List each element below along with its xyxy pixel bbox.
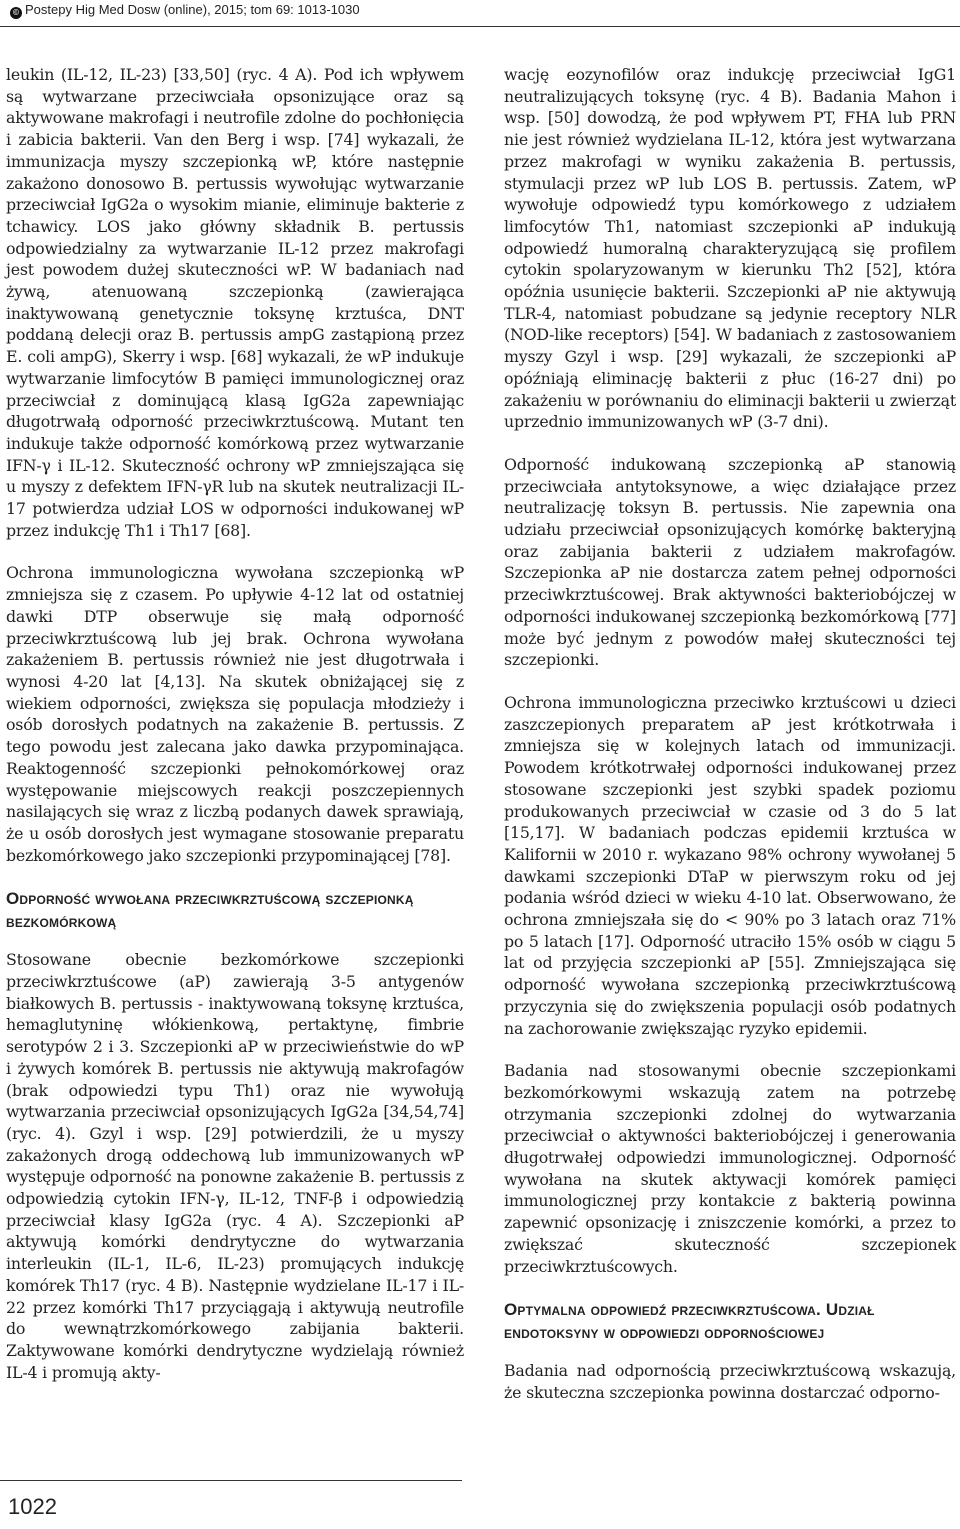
paragraph: Badania nad odpornością przeciwkrztuścową wskazują, że skuteczna szczepionka powinna dostarczać odporno- xyxy=(504,1361,956,1402)
paragraph: Badania nad stosowanymi obecnie szczepionkami bezkomórkowymi wskazują zatem na potrzebę otrzymania szczepionki zdolnej do wytwarzania przeciwciał o aktywności bakteriobójczej i generowania długotrwałej odpowiedzi immunologicznej. Odporność wywołana na skutek aktywacji komórek pamięci immunologicznej przy kontakcie z bakterią powinna zapewnić opsonizację i zniszczenie komórki, a przez to zwiększać skuteczność szczepionek przeciwkrztuścowych. xyxy=(504,1061,956,1276)
page-number: 1022 xyxy=(8,1494,57,1519)
running-head xyxy=(10,2,950,19)
left-column xyxy=(6,64,464,1404)
paragraph: wację eozynofilów oraz indukcję przeciwciał IgG1 neutralizujących toksynę (ryc. 4 B). Badania Mahon i wsp. [50] dowodzą, że pod wpływem PT, FHA lub PRN nie jest również wydzielana IL-12, która jest wytwarzana przez makrofagi w wyniku zakażenia B. pertussis, stymulacji przez wP lub LOS B. pertussis. Zatem, wP wywołuje odpowiedź typu komórkowego z udziałem limfocytów Th1, natomiast szczepionki aP indukują odpowiedź humoralną charakteryzującą się profilem cytokin spolaryzowanym w kierunku Th2 [52], która opóźnia usunięcie bakterii. Szczepionki aP nie aktywują TLR-4, natomiast pobudzane są jedynie receptory NLR (NOD-like receptors) [54]. W badaniach z zastosowaniem myszy Gzyl i wsp. [29] wykazali, że szczepionki aP opóźniają eliminację bakterii z płuc (16-27 dni) po zakażeniu w porównaniu do eliminacji bakterii u zwierząt uprzednio immunizowanych wP (3-7 dni). xyxy=(504,65,956,432)
paragraph: Odporność indukowaną szczepionką aP stanowią przeciwciała antytoksynowe, a więc działające przez neutralizację toksyn B. pertussis. Nie zapewnia ona udziału przeciwciał opsonizujących komórkę bakteryjną oraz zabijania bakterii z udziałem makrofagów. Szczepionka aP nie dostarcza zatem pełnej odporności przeciwkrztuścowej. Brak aktywności bakteriobójczej w odporności indukowanej szczepionką bezkomórkową [77] może być jednym z powodów małej skuteczności tej szczepionki. xyxy=(504,454,956,670)
right-column xyxy=(504,64,956,1425)
paragraph: Ochrona immunologiczna przeciwko krztuścowi u dzieci zaszczepionych preparatem aP jest krótkotrwała i zmniejsza się w kolejnych latach od immunizacji. Powodem krótkotrwałej odporności indukowanej przez stosowane szczepionki jest szybki spadek poziomu produkowanych przeciwciał w czasie od 3 do 5 lat [15,17]. W badaniach podczas epidemii krztuśca w Kalifornii w 2010 r. wykazano 98% ochrony wywołanej 5 dawkami szczepionki DTaP w pierwszym roku od jej podania wśród dzieci w wieku 4-10 lat. Obserwowano, że ochrona zmniejszała się do < 90% po 3 latach oraz 71% po 5 latach [17]. Odporność utraciło 15% osób w ciągu 5 lat od przyjęcia szczepionki aP [55]. Zmniejszająca się odporność wywołana szczepionką przeciwkrztuścową przyczynia się do zwiększenia populacji osób podatnych na zachorowanie zwiększając ryzyko epidemii. xyxy=(504,692,956,1038)
journal-citation: Postepy Hig Med Dosw (online), 2015; tom 69: 1013-1030 xyxy=(25,2,360,17)
publisher-logo-icon: © xyxy=(10,7,22,19)
paragraph: Ochrona immunologiczna wywołana szczepionką wP zmniejsza się z czasem. Po upływie 4-12 lat od ostatniej dawki DTP obserwuje się małą odporność przeciwkrztuścową lub jej brak. Ochrona wywołana zakażeniem B. pertussis również nie jest długotrwała i wynosi 4-20 lat [4,13]. Na skutek obniżającej się z wiekiem odporności, zwiększa się populacja młodzieży i osób dorosłych podatnych na zakażenie B. pertussis. Z tego powodu jest zalecana jako dawka przypominająca. Reaktogenność szczepionki pełnokomórkowej oraz występowanie miejscowych reakcji poszczepiennych nasilających się wraz z liczbą podanych dawek sprawiają, że u osób dorosłych jest wymagane stosowanie preparatu bezkomórkowego jako szczepionki przypominającej [78]. xyxy=(6,563,464,865)
footer-rule xyxy=(0,1480,462,1481)
section-heading: Optymalna odpowiedź przeciwkrztuścowa. Udział endotoksyny w odpowiedzi odpornościowej xyxy=(504,1300,875,1343)
paragraph: Stosowane obecnie bezkomórkowe szczepionki przeciwkrztuścowe (aP) zawierają 3-5 antygenów białkowych B. pertussis - inaktywowaną toksynę krztuśca, hemaglutyninę włókienkową, pertaktynę, fimbrie serotypów 2 i 3. Szczepionki aP w przeciwieństwie do wP i żywych komórek B. pertussis nie aktywują makrofagów (brak odpowiedzi typu Th1) oraz nie wywołują wytwarzania przeciwciał opsonizujących IgG2a [34,54,74] (ryc. 4). Gzyl i wsp. [29] potwierdzili, że u myszy zakażonych drogą oddechową lub immunizowanych wP występuje odporność na ponowne zakażenie B. pertussis z odpowiedzią cytokin IFN-γ, IL-12, TNF-β i odpowiedzią przeciwciał klasy IgG2a (ryc. 4 A). Szczepionki aP aktywują komórki dendrytyczne do wytwarzania interleukin (IL-1, IL-6, IL-23) promujących indukcję komórek Th17 (ryc. 4 B). Następnie wydzielane IL-17 i IL-22 przez komórki Th17 przyciągają i aktywują neutrofile do wewnątrzkomórkowego zabijania bakterii. Zaktywowane komórki dendrytyczne wydzielają również IL-4 i promują akty- xyxy=(6,950,464,1382)
paragraph: leukin (IL-12, IL-23) [33,50] (ryc. 4 A). Pod ich wpływem są wytwarzane przeciwciała opsonizujące oraz są aktywowane makrofagi i neutrofile zdolne do pochłonięcia i zabicia bakterii. Van den Berg i wsp. [74] wykazali, że immunizacja myszy szczepionką wP, które następnie zakażono donosowo B. pertussis wywołując wytwarzanie przeciwciał IgG2a o wysokim mianie, eliminuje bakterie z tchawicy. LOS jako główny składnik B. pertussis odpowiedzialny za wytwarzanie IL-12 przez makrofagi jest powodem dużej skuteczności wP. W badaniach nad żywą, atenuowaną szczepionką (zawierająca inaktywowaną genetycznie toksynę krztuśca, DNT poddaną delecji oraz B. pertussis ampG zastąpioną przez E. coli ampG), Skerry i wsp. [68] wykazali, że wP indukuje wytwarzanie limfocytów B pamięci immunologicznej oraz przeciwciał z dominującą klasą IgG2a zapewniając długotrwałą odporność przeciwkrztuścową. Mutant ten indukuje także odporność komórkową przez wytwarzanie IFN-γ i IL-12. Skuteczność ochrony wP zmniejszająca się u myszy z defektem IFN-γR lub na skutek neutralizacji IL-17 potwierdza udział LOS w odporności indukowanej wP przez indukcję Th1 i Th17 [68]. xyxy=(6,65,464,540)
section-heading: Odporność wywołana przeciwkrztuścową szczepionką bezkomórkową xyxy=(6,889,414,932)
header-rule xyxy=(0,26,960,27)
